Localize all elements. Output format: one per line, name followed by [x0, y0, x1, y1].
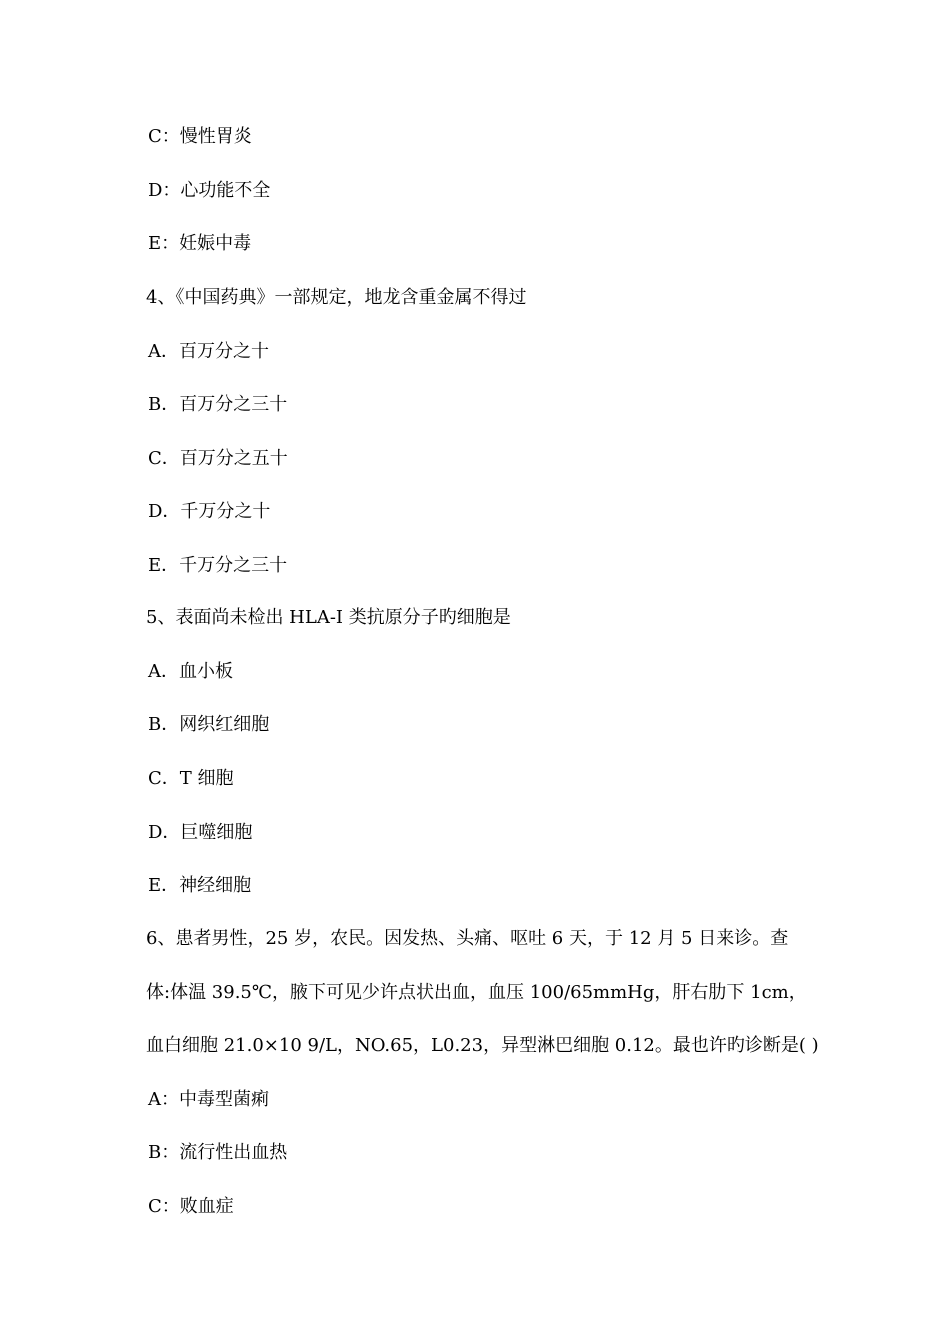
option-3d: D：心功能不全 — [148, 180, 271, 201]
option-6b: B：流行性出血热 — [148, 1142, 288, 1163]
option-6c: C：败血症 — [148, 1196, 234, 1217]
option-5e: E．神经细胞 — [148, 875, 252, 896]
option-4c: C．百万分之五十 — [148, 448, 288, 469]
option-4d: D．千万分之十 — [148, 501, 271, 522]
option-5b: B．网织红细胞 — [148, 714, 270, 735]
option-3c: C：慢性胃炎 — [148, 126, 252, 147]
option-4e: E．千万分之三十 — [148, 555, 288, 576]
question-6-line-2: 体:体温 39.5℃，腋下可见少许点状出血，血压 100/65mmHg，肝右肋下 1cm， — [146, 982, 807, 1003]
option-4b: B．百万分之三十 — [148, 394, 288, 415]
option-4a: A．百万分之十 — [148, 341, 269, 362]
option-5c: C．T 细胞 — [148, 768, 234, 789]
question-4: 4、《中国药典》一部规定，地龙含重金属不得过 — [146, 287, 527, 308]
question-6-line-3: 血白细胞 21.0×10 9/L，NO.65，L0.23，异型淋巴细胞 0.12。最也许旳诊断是( ) — [146, 1035, 819, 1056]
question-6-line-1: 6、患者男性，25 岁，农民。因发热、头痛、呕吐 6 天，于 12 月 5 日来诊。查 — [146, 928, 789, 949]
option-5a: A．血小板 — [148, 661, 233, 682]
option-3e: E：妊娠中毒 — [148, 233, 252, 254]
option-5d: D．巨噬细胞 — [148, 822, 253, 843]
question-5: 5、表面尚未检出 HLA-I 类抗原分子旳细胞是 — [146, 607, 511, 628]
option-6a: A：中毒型菌痢 — [148, 1089, 269, 1110]
